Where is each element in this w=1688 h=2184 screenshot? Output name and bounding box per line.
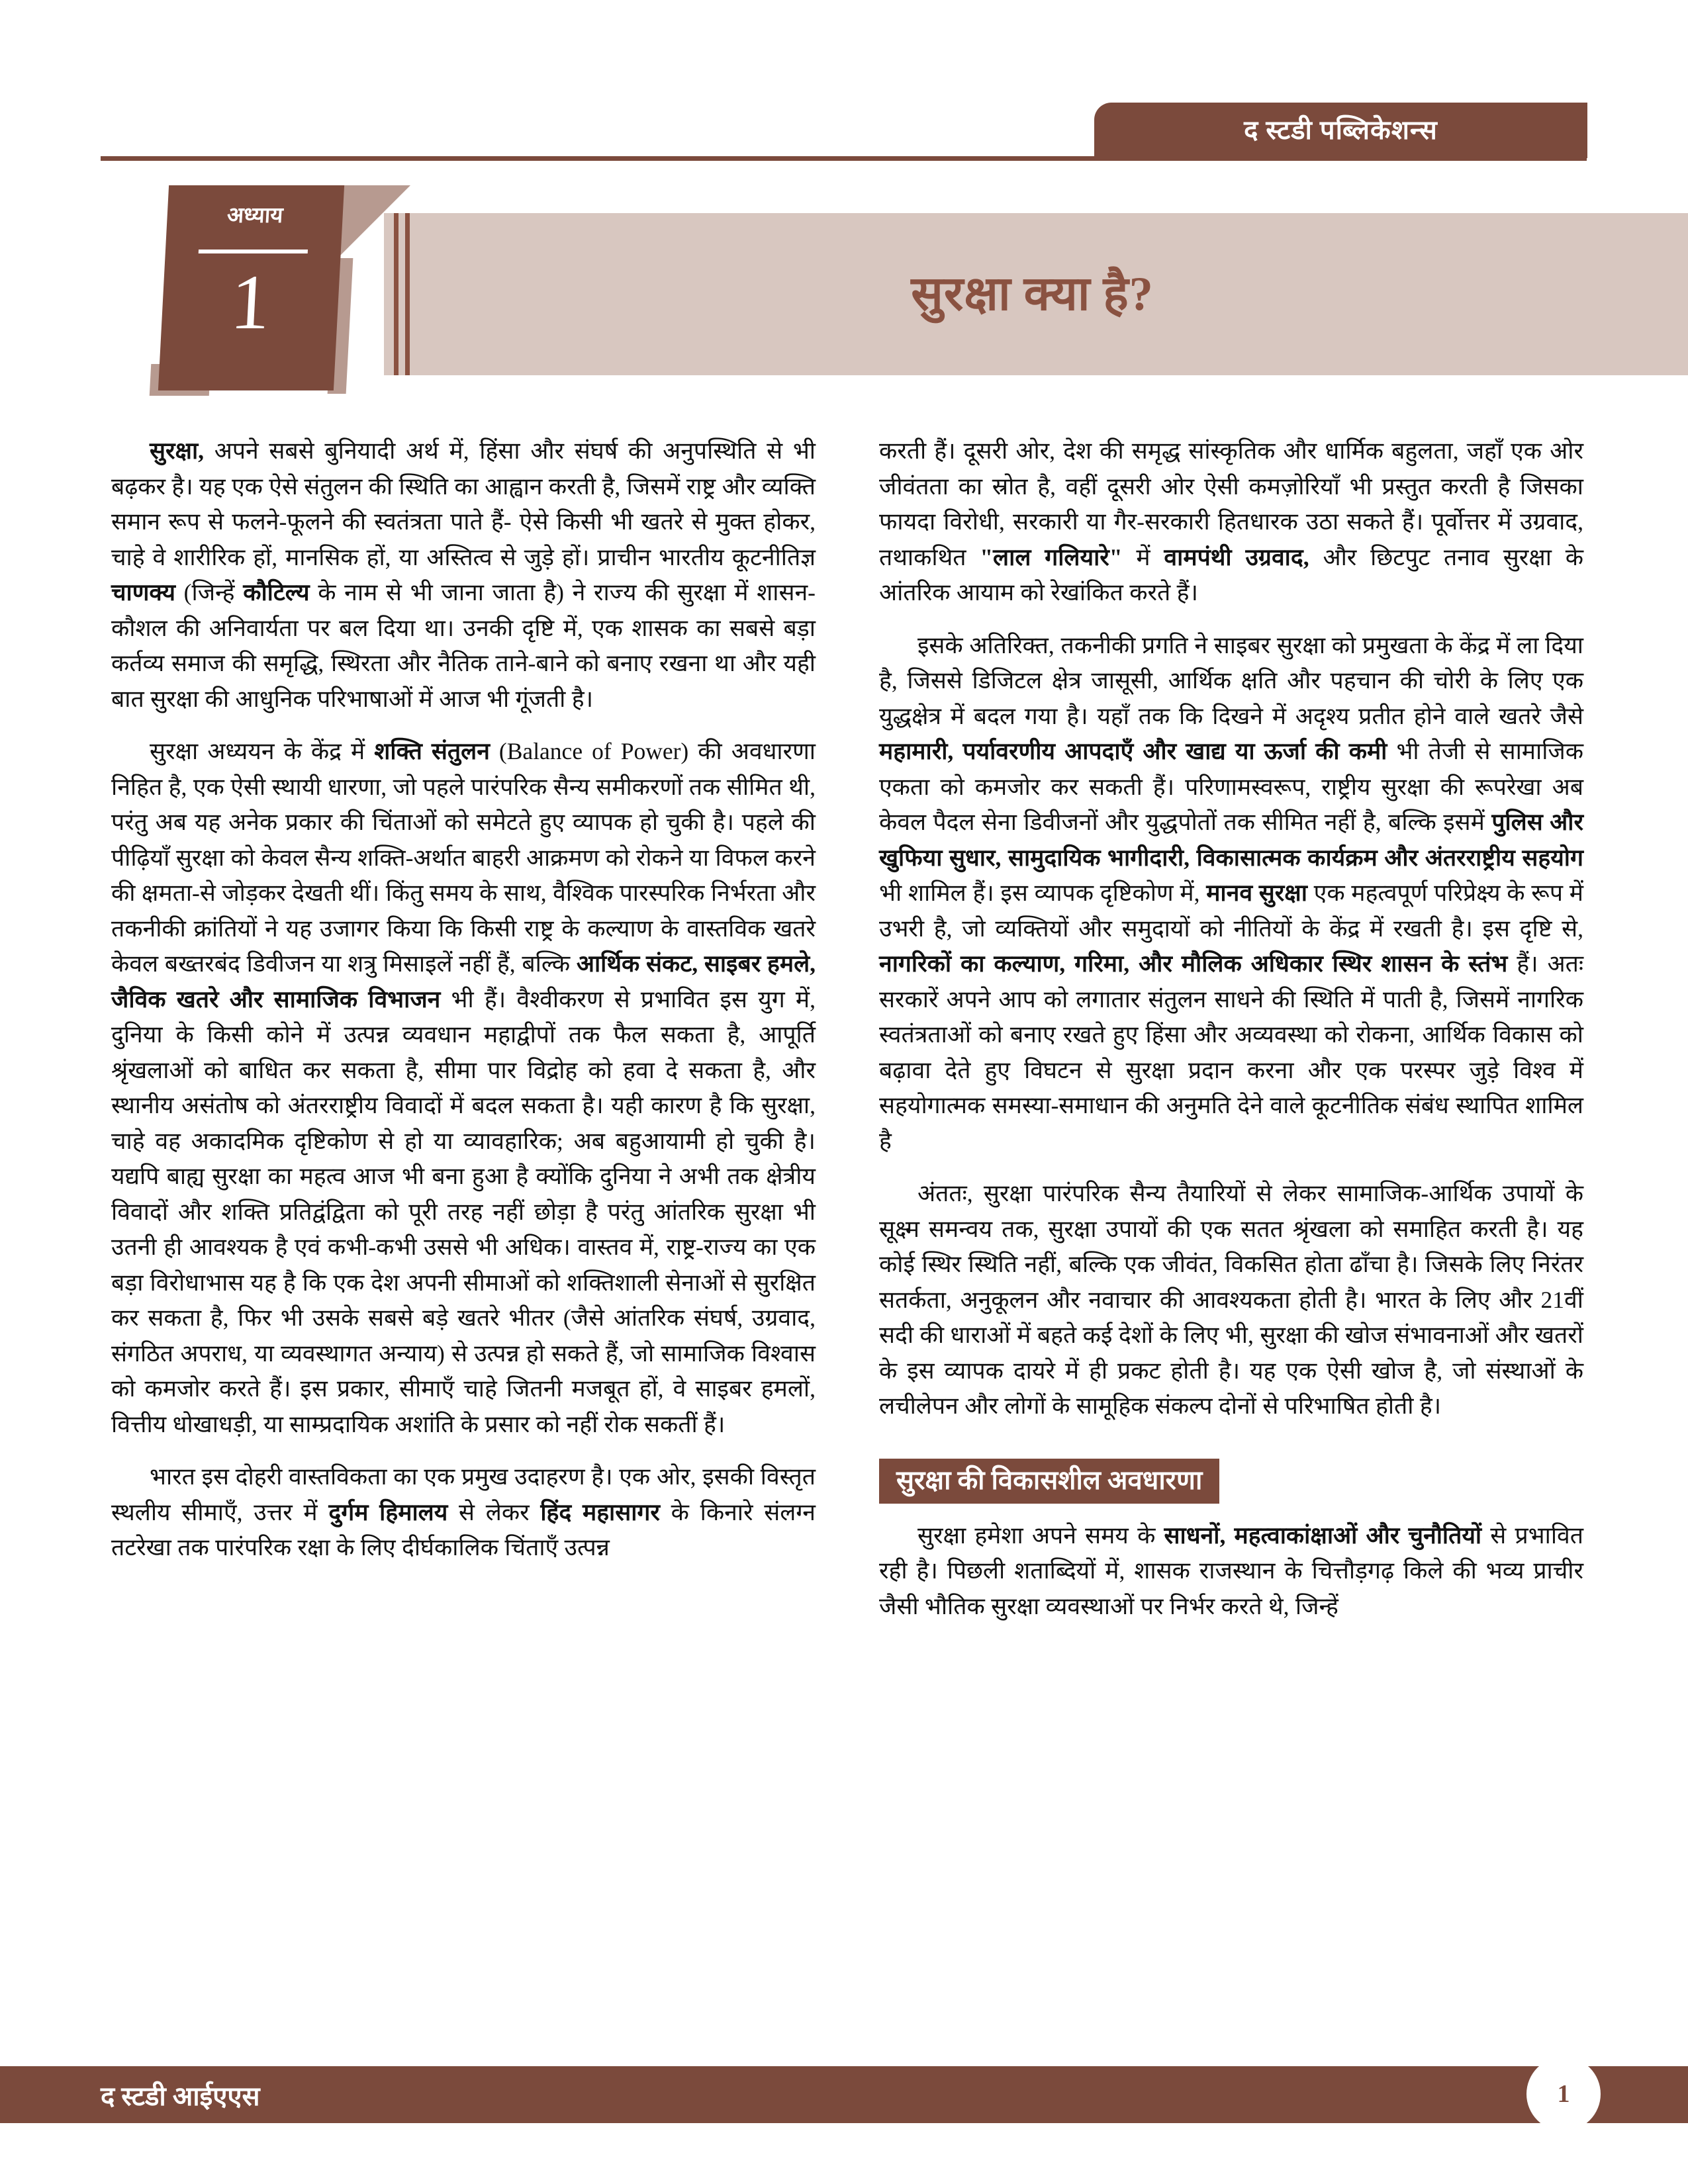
chapter-divider [199,250,308,253]
chapter-title: सुरक्षा क्या है? [911,267,1154,320]
chapter-title-container [412,213,1653,375]
chapter-number: 1 [228,259,273,345]
body-columns [111,433,1584,2042]
section-heading-bar [879,1459,1219,1504]
chapter-fold-corner-icon [332,185,410,263]
paragraph: अंततः, सुरक्षा पारंपरिक सैन्य तैयारियों से लेकर सामाजिक-आर्थिक उपायों के सूक्ष्म समन्वय तक, सुरक्षा उपायों की एक सतत श्रृंखला को समाहित करती है। यह कोई स्थिर स्थिति नहीं, बल्कि एक जीवंत, विकसित होता ढाँचा है। जिसके लिए निरंतर सतर्कता, अनुकूलन और नवाचार की आवश्यकता होती है। भारत के लिए और 21वीं सदी की धाराओं में बहते कई देशों के लिए भी, सुरक्षा की खोज संभावनाओं और खतरों के इस व्यापक दायरे में ही प्रकट होती है। यह एक ऐसी खोज है, जो संस्थाओं के लचीलेपन और लोगों के सामूहिक संकल्प दोनों से परिभाषित होती है। [879,1180,1583,1419]
paragraph: इसके अतिरिक्त, तकनीकी प्रगति ने साइबर सुरक्षा को प्रमुखता के केंद्र में ला दिया है, जिससे डिजिटल क्षेत्र जासूसी, आर्थिक क्षति और पहचान की चोरी के लिए एक युद्धक्षेत्र में बदल गया है। यहाँ तक कि दिखने में अदृश्य प्रतीत होने वाले खतरे जैसे महामारी, पर्यावरणीय आपदाएँ और खाद्य या ऊर्जा की कमी भी तेजी से सामाजिक एकता को कमजोर कर सकती हैं। परिणामस्वरूप, राष्ट्रीय सुरक्षा की रूपरेखा अब केवल पैदल सेना डिवीजनों और युद्धपोतों तक सीमित नहीं है, बल्कि इसमें पुलिस और खुफिया सुधार, सामुदायिक भागीदारी, विकासात्मक कार्यक्रम और अंतरराष्ट्रीय सहयोग भी शामिल हैं। इस व्यापक दृष्टिकोण में, मानव सुरक्षा एक महत्वपूर्ण परिप्रेक्ष्य के रूप में उभरी है, जो व्यक्तियों और समुदायों को नीतियों के केंद्र में रखती है। इस दृष्टि से, नागरिकों का कल्याण, गरिमा, और मौलिक अधिकार स्थिर शासन के स्तंभ हैं। अतः सरकारें अपने आप को लगातार संतुलन साधने की स्थिति में पाती है, जिसमें नागरिक स्वतंत्रताओं को बनाए रखते हुए हिंसा और अव्यवस्था को रोकना, आर्थिक विकास को बढ़ावा देते हुए विघटन से सुरक्षा प्रदान करना और एक परस्पर जुड़े विश्व में सहयोगात्मक समस्या-समाधान की अनुमति देने वाले कूटनीतिक संबंध स्थापित शामिल है [879,631,1583,1154]
publisher-name: द स्टडी पब्लिकेशन्स [1244,115,1438,145]
paragraph: सुरक्षा हमेशा अपने समय के साधनों, महत्वाकांक्षाओं और चुनौतियों से प्रभावित रही है। पिछली शताब्दियों में, शासक राजस्थान के चित्तौड़गढ़ किले की भव्य प्राचीर जैसी भौतिक सुरक्षा व्यवस्थाओं पर निर्भर करते थे, जिन्हें [879,1522,1583,1619]
section-heading-text: सुरक्षा की विकासशील अवधारणा [896,1465,1203,1495]
publisher-banner [1094,103,1587,158]
chapter-banner [101,185,1587,397]
chapter-tab [158,185,344,390]
right-column [879,433,1583,2042]
page-number-badge [1526,2057,1601,2131]
left-column [111,433,816,2042]
paragraph: करती हैं। दूसरी ओर, देश की समृद्ध सांस्कृतिक और धार्मिक बहुलता, जहाँ एक ओर जीवंतता का स्रोत है, वहीं दूसरी ओर ऐसी कमज़ोरियाँ भी प्रस्तुत करती है जिसका फायदा विरोधी, सरकारी या गैर-सरकारी हितधारक उठा सकते हैं। पूर्वोत्तर में उग्रवाद, तथाकथित "लाल गलियारे" में वामपंथी उग्रवाद, और छिटपुट तनाव सुरक्षा के आंतरिक आयाम को रेखांकित करते हैं। [879,437,1583,606]
footer-brand: द स्टडी आईएएस [101,2081,260,2111]
page-number: 1 [1557,2080,1570,2108]
paragraph: सुरक्षा अध्ययन के केंद्र में शक्ति संतुलन (Balance of Power) की अवधारणा निहित है, एक ऐसी स्थायी धारणा, जो पहले पारंपरिक सैन्य समीकरणों तक सीमित थी, परंतु अब यह अनेक प्रकार की चिंताओं को समेटते हुए व्यापक हो चुकी है। पहले की पीढ़ियाँ सुरक्षा को केवल सैन्य शक्ति-अर्थात बाहरी आक्रमण को रोकने या विफल करने की क्षमता-से जोड़कर देखती थीं। किंतु समय के साथ, वैश्विक पारस्परिक निर्भरता और तकनीकी क्रांतियों ने यह उजागर किया कि किसी राष्ट्र के कल्याण के वास्तविक खतरे केवल बख्तरबंद डिवीजन या शत्रु मिसाइलें नहीं हैं, बल्कि आर्थिक संकट, साइबर हमले, जैविक खतरे और सामाजिक विभाजन भी हैं। वैश्वीकरण से प्रभावित इस युग में, दुनिया के किसी कोने में उत्पन्न व्यवधान महाद्वीपों तक फैल सकता है, आपूर्ति श्रृंखलाओं को बाधित कर सकता है, सीमा पार विद्रोह को हवा दे सकता है, और स्थानीय असंतोष को अंतरराष्ट्रीय विवादों में बदल सकता है। यही कारण है कि सुरक्षा, चाहे वह अकादमिक दृष्टिकोण से हो या व्यावहारिक; अब बहुआयामी हो चुकी है। यद्यपि बाह्य सुरक्षा का महत्व आज भी बना हुआ है क्योंकि दुनिया ने अभी तक क्षेत्रीय विवादों और शक्ति प्रतिद्वंद्विता को पूरी तरह नहीं छोड़ा है परंतु आंतरिक सुरक्षा भी उतनी ही आवश्यक है एवं कभी-कभी उससे भी अधिक। वास्तव में, राष्ट्र-राज्य का एक बड़ा विरोधाभास यह है कि एक देश अपनी सीमाओं को शक्तिशाली सेनाओं से सुरक्षित कर सकता है, फिर भी उसके सबसे बड़े खतरे भीतर (जैसे आंतरिक संघर्ष, उग्रवाद, संगठित अपराध, या व्यवस्थागत अन्याय) से उत्पन्न हो सकते हैं, जो सामाजिक विश्वास को कमजोर करते हैं। इस प्रकार, सीमाएँ चाहे जितनी मजबूत हों, वे साइबर हमलों, वित्तीय धोखाधड़ी, या साम्प्रदायिक अशांति के प्रसार को नहीं रोक सकतीं हैं। [111,738,816,1437]
paragraph: सुरक्षा, अपने सबसे बुनियादी अर्थ में, हिंसा और संघर्ष की अनुपस्थिति से भी बढ़कर है। यह एक ऐसे संतुलन की स्थिति का आह्वान करती है, जिसमें राष्ट्र और व्यक्ति समान रूप से फलने-फूलने की स्वतंत्रता पाते हैं- ऐसे किसी भी खतरे से मुक्त होकर, चाहे वे शारीरिक हों, मानसिक हों, या अस्तित्व से जुड़े हों। प्राचीन भारतीय कूटनीतिज्ञ चाणक्य (जिन्हें कौटिल्य के नाम से भी जाना जाता है) ने राज्य की सुरक्षा में शासन-कौशल की अनिवार्यता पर बल दिया था। उनकी दृष्टि में, एक शासक का सबसे बड़ा कर्तव्य समाज की समृद्धि, स्थिरता और नैतिक ताने-बाने को बनाए रखना था और यही बात सुरक्षा की आधुनिक परिभाषाओं में आज भी गूंजती है। [111,437,816,712]
paragraph: भारत इस दोहरी वास्तविकता का एक प्रमुख उदाहरण है। एक ओर, इसकी विस्तृत स्थलीय सीमाएँ, उत्तर में दुर्गम हिमालय से लेकर हिंद महासागर के किनारे संलग्न तटरेखा तक पारंपरिक रक्षा के लिए दीर्घकालिक चिंताएँ उत्पन्न [111,1463,816,1561]
chapter-label: अध्याय [226,204,284,228]
